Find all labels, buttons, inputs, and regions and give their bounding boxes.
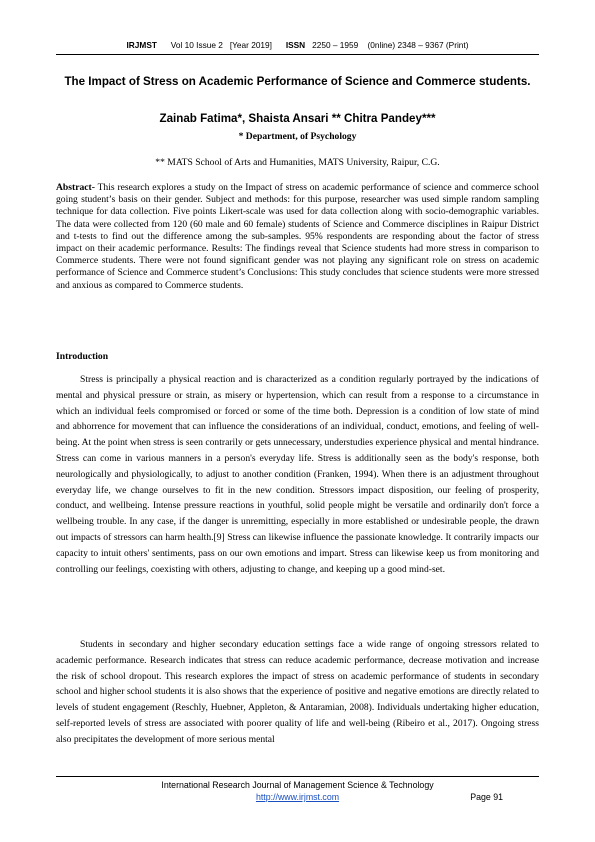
- journal-url-link[interactable]: http://www.irjmst.com: [255, 792, 340, 802]
- authors: Zainab Fatima*, Shaista Ansari ** Chitra Pandey***: [159, 112, 436, 125]
- abstract-text: This research explores a study on the Impact of stress on academic performance of science and commerce school going student’s basis on their gender. Subject and methods: for this purpose, researcher was used simple random sampling technique for data collection. Five points Likert-scale was used for data collection along with socio-demographic variables. The data were collected from 120 (60 male and 60 female) students of Science and Commerce disciplines in Raipur District and t-tests to find out the difference among the sub-samples. 95% respondents are responding about the factor of stress impact on their academic performance. Results: The findings reveal that Science students had more stress in comparison to Commerce students. There were not found significant gender was not playing any significant role on stress on academic performance of Science and Commerce student’s Conclusions: This study concludes that science students were more stressed and anxious as compared to Commerce students.: [56, 182, 539, 291]
- issn-print: (0nline) 2348 – 9367 (Print): [367, 40, 469, 50]
- journal-abbrev: IRJMST: [126, 40, 157, 50]
- issn-online: 2250 – 1959: [312, 40, 359, 50]
- affiliation: ** MATS School of Arts and Humanities, MATS University, Raipur, C.G.: [155, 157, 440, 168]
- issn-label: ISSN: [285, 40, 306, 50]
- running-header: [56, 40, 539, 55]
- footer-journal-name: International Research Journal of Management Science & Technology: [161, 780, 434, 790]
- department: * Department, of Psychology: [238, 131, 357, 142]
- year: [Year 2019]: [229, 40, 272, 50]
- paragraph: Stress is principally a physical reaction and is characterized as a condition regularly portrayed by the indications of mental and physical pressure or strain, as misery or hypertension, which can result from a response to a circumstance in which an individual feels compromised or forced or some of the time both. Depression is a condition of low state of mind and abhorrence for movement that can influence the considerations of an individual, conduct, emotions, and feeling of well-being. At the point when stress is seen contrarily or gets unnecessary, understudies experience physical and mental hindrance. Stress can come in various manners in a person's everyday life. Stress is additionally seen as the body's response, both neurologically and physiologically, to adjust to another condition (Franken, 1994). When there is an adjustment throughout everyday life, we change ourselves to fit in the new condition. Stressors impact disposition, our feeling of prosperity, conduct, and wellbeing. Intense pressure reactions in youthful, solid people might be versatile and ordinarily don't force a wellbeing trouble. In any case, if the danger is unremitting, especially in more established or undesirable people, the drawn out impacts of stressors can harm health.[9] Stress can likewise influence the passionate knowledge. It contrarily impacts our capacity to intuit others' sentiments, pass on our own emotions and impart. Stress can likewise keep us from monitoring and controlling our feelings, coexisting with others, adjusting to change, and keeping up a good mind-set.: [56, 374, 539, 575]
- volume-issue: Vol 10 Issue 2: [170, 40, 223, 50]
- abstract: [56, 182, 539, 292]
- page-number: Page 91: [470, 792, 503, 802]
- abstract-label: Abstract-: [56, 182, 95, 193]
- paper-title: The Impact of Stress on Academic Performance of Science and Commerce students.: [64, 75, 531, 88]
- paragraph: Students in secondary and higher secondary education settings face a wide range of ongoing stressors related to academic performance. Research indicates that stress can reduce academic performance, decrease motivation and increase the risk of school dropout. This research explores the impact of stress on academic performance of students in secondary school and higher school students it is also shows that the experience of positive and negative emotions are directly related to levels of student engagement (Reschly, Huebner, Appleton, & Antaramian, 2008). Individuals undertaking higher education, self-reported levels of stress are associated with poorer quality of life and well-being (Ribeiro et al., 2017). Ongoing stress also precipitates the development of more serious mental: [56, 639, 539, 745]
- section-heading-introduction: Introduction: [56, 351, 109, 362]
- page-footer: [56, 776, 539, 804]
